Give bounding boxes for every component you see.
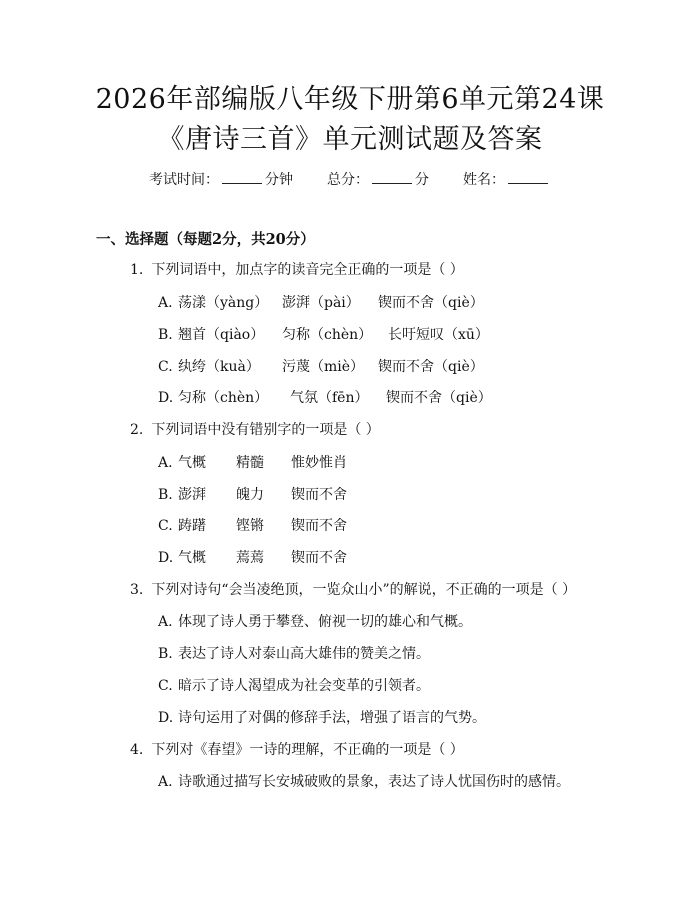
option-word-3: 锲而不舍（qiè） [378, 295, 484, 311]
question-text: 下列词语中没有错别字的一项是（ ） [151, 422, 380, 438]
option-word-1: 荡漾（yàng） [178, 295, 269, 311]
option-word-2: 澎湃（pài） [282, 295, 360, 311]
option-word-2: 匀称（chèn） [282, 327, 373, 343]
option-word-2: 污蔑（miè） [282, 359, 365, 375]
option-word-1: 气概 [178, 455, 206, 471]
option-word-3: 锲而不舍 [291, 550, 347, 566]
option-text: 诗句运用了对偶的修辞手法，增强了语言的气势。 [178, 710, 486, 726]
question-4 [130, 743, 464, 757]
title-line-1: 2026年部编版八年级下册第6单元第24课 [95, 84, 605, 115]
option-word-1: 匀称（chèn） [178, 390, 269, 406]
exam-info-row [0, 171, 700, 187]
exam-time-blank [222, 171, 262, 184]
q4-option-a [158, 775, 570, 789]
question-text: 下列对《春望》一诗的理解，不正确的一项是（ ） [151, 742, 464, 758]
total-score-label: 总分： [327, 172, 369, 188]
question-text: 下列对诗句“会当凌绝顶，一览众山小”的解说，不正确的一项是（ ） [151, 582, 577, 598]
option-letter: C. [158, 678, 173, 694]
q1-option-b [158, 328, 489, 342]
question-number: 4. [130, 742, 144, 758]
question-2 [130, 423, 380, 437]
option-letter: A. [158, 295, 173, 311]
option-word-1: 气概 [178, 550, 206, 566]
question-1 [130, 263, 464, 277]
option-letter: B. [158, 646, 173, 662]
question-3 [130, 583, 576, 597]
question-text: 下列词语中，加点字的读音完全正确的一项是（ ） [151, 262, 464, 278]
option-letter: A. [158, 614, 173, 630]
option-text: 暗示了诗人渴望成为社会变革的引领者。 [178, 678, 430, 694]
option-word-3: 锲而不舍（qiè） [378, 359, 484, 375]
option-word-3: 锲而不舍 [291, 518, 347, 534]
option-word-2: 精髓 [236, 455, 264, 471]
q2-option-c [158, 519, 347, 533]
option-letter: A. [158, 455, 173, 471]
q2-option-a [158, 456, 347, 470]
option-letter: B. [158, 327, 173, 343]
option-letter: D. [158, 390, 174, 406]
title-line-2: 《唐诗三首》单元测试题及答案 [157, 124, 543, 155]
option-word-3: 长吁短叹（xū） [388, 327, 489, 343]
option-word-3: 惟妙惟肖 [291, 455, 347, 471]
option-letter: B. [158, 487, 173, 503]
option-word-1: 踌躇 [178, 518, 206, 534]
option-letter: D. [158, 710, 174, 726]
q3-option-a [158, 615, 472, 629]
option-word-2: 铿锵 [236, 518, 264, 534]
student-name-field [463, 171, 551, 187]
question-number: 2. [130, 422, 144, 438]
exam-time-field [149, 171, 293, 187]
option-word-3: 锲而不舍 [291, 487, 347, 503]
option-text: 表达了诗人对泰山高大雄伟的赞美之情。 [178, 646, 430, 662]
total-score-blank [372, 171, 412, 184]
q3-option-c [158, 679, 430, 693]
exam-time-unit: 分钟 [265, 172, 293, 188]
section-heading: 一、选择题（每题2分，共20分） [96, 231, 315, 248]
option-word-1: 纨绔（kuà） [178, 359, 260, 375]
student-name-blank [508, 171, 548, 184]
total-score-unit: 分 [415, 172, 429, 188]
option-text: 体现了诗人勇于攀登、俯视一切的雄心和气概。 [178, 614, 472, 630]
question-number: 1. [130, 262, 144, 278]
option-word-3: 锲而不舍（qiè） [386, 390, 492, 406]
question-number: 3. [130, 582, 144, 598]
option-letter: D. [158, 550, 174, 566]
q1-option-a [158, 296, 484, 310]
q3-option-b [158, 647, 430, 661]
q2-option-b [158, 488, 347, 502]
option-word-1: 翘首（qiào） [178, 327, 265, 343]
q3-option-d [158, 711, 486, 725]
option-word-2: 蔫蔫 [236, 550, 264, 566]
option-letter: A. [158, 774, 173, 790]
q1-option-c [158, 360, 484, 374]
total-score-field [327, 171, 429, 187]
student-name-label: 姓名： [463, 172, 505, 188]
option-letter: C. [158, 359, 173, 375]
q2-option-d [158, 551, 347, 565]
option-word-2: 魄力 [236, 487, 264, 503]
option-word-1: 澎湃 [178, 487, 206, 503]
option-word-2: 气氛（fēn） [290, 390, 369, 406]
option-text: 诗歌通过描写长安城破败的景象，表达了诗人忧国伤时的感情。 [178, 774, 570, 790]
exam-time-label: 考试时间： [149, 172, 219, 188]
q1-option-d [158, 391, 492, 405]
option-letter: C. [158, 518, 173, 534]
